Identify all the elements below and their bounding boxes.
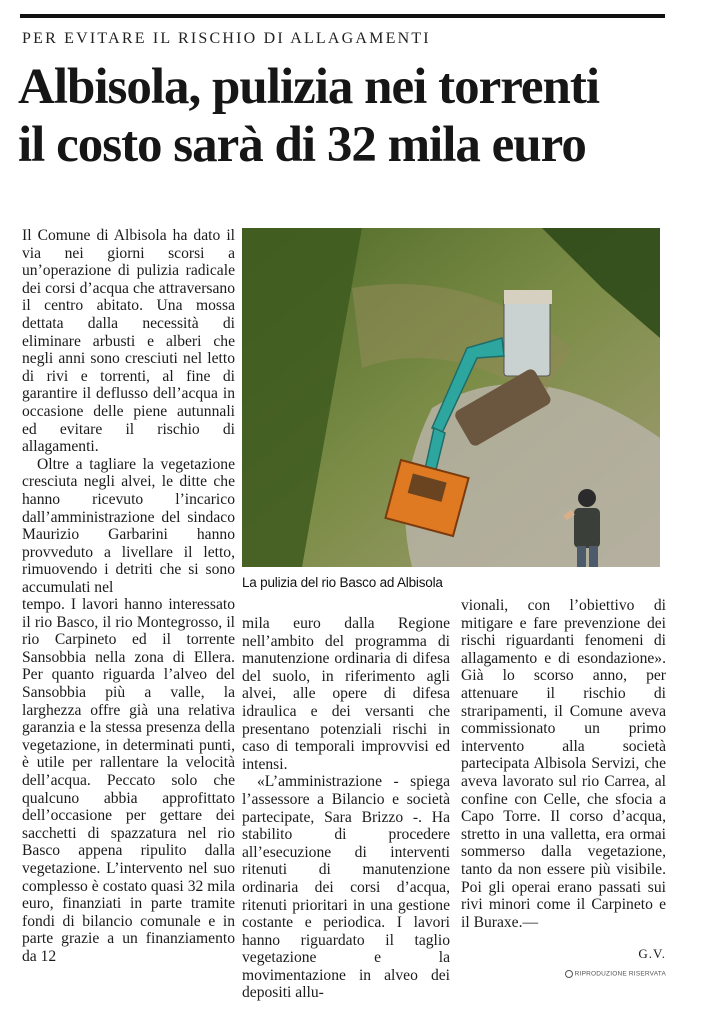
paragraph-4-continued: vionali, con l’obiettivo di mitigare e fare prevenzione dei rischi riguardanti fenomeni di allagamento e di esondazione». Già lo scorso anno, per attenuare il rischio di straripamenti, il Comune aveva commissionato un primo intervento alla società partecipata Albisola Servizi, che aveva lavorato sul rio Carrea, al confine con Celle, che sfocia a Capo Torre. Il corso d’acqua, stretto in una valletta, era ormai sommerso dalla vegetazione, tanto da non essere più visibile. Poi gli operai erano passati sui rivi minori come il Carpineto e il Buraxe.— bbox=[461, 597, 666, 931]
top-rule bbox=[20, 14, 665, 18]
paragraph-2-continued: tempo. I lavori hanno interessato il rio Basco, il rio Montegrosso, il rio Carpineto ed il torrente Sansobbia nella zona di Ellera. Per quanto riguarda l’alveo del Sansobbia più a valle, la larghezza offre già una relativa garanzia e la stessa presenza della vegetazione, in determinati punti, è utile per rallentare la velocità dell’acqua. Peccato solo che qualcuno abbia approfittato dell’occasione per gettare dei sacchetti di spazzatura nel rio Basco appena ripulito dalla vegetazione. L’intervento nel suo complesso è costato quasi 32 mila euro, finanziati in parte tramite fondi di bilancio comunale e in parte grazie a un finanziamento da 12 bbox=[22, 596, 235, 965]
kicker: PER EVITARE IL RISCHIO DI ALLAGAMENTI bbox=[22, 30, 431, 47]
copyright-note bbox=[461, 970, 666, 978]
photo-caption: La pulizia del rio Basco ad Albisola bbox=[242, 575, 443, 590]
column-3 bbox=[461, 597, 666, 931]
paragraph-2: Oltre a tagliare la vegetazione cresciuta negli alvei, le ditte che hanno ricevuto l’incarico dall’amministrazione del sindaco Maurizio Garbarini hanno provveduto a livellare il letto, rimuovendo i detriti che si sono accumulati nel bbox=[22, 455, 235, 596]
excavator-photo-illustration bbox=[242, 228, 660, 567]
paragraph-1: Il Comune di Albisola ha dato il via nei giorni scorsi a un’operazione di pulizia radicale dei corsi d’acqua che attraversano il centro abitato. Una mossa dettata dalla necessità di eliminare arbusti e alberi che negli anni sono cresciuti nel letto di rivi e torrenti, al fine di garantire il deflusso dell’acqua in occasione delle piene autunnali ed evitare il rischio di allagamenti. bbox=[22, 227, 235, 456]
column-2 bbox=[242, 615, 450, 1002]
paragraph-4: «L’amministrazione - spiega l’assessore a Bilancio e società partecipate, Sara Brizzo -. Ha stabilito di procedere all’esecuzione di interventi ritenuti di manutenzione ordinaria dei corsi d’acqua, ritenuti prioritari in una gestione costante e periodica. I lavori hanno riguardato il taglio vegetazione e la movimentazione in alveo dei depositi allu- bbox=[242, 773, 450, 1002]
article-photo bbox=[242, 228, 660, 567]
paragraph-3: mila euro dalla Regione nell’ambito del programma di manutenzione ordinaria di difesa del suolo, in riferimento agli alvei, alle opere di difesa idraulica e dei versanti che presentano potenziali rischi in caso di temporali improvvisi ed intensi. bbox=[242, 615, 450, 773]
column-1-top bbox=[22, 227, 235, 596]
headline-line-1: Albisola, pulizia nei torrenti bbox=[18, 59, 600, 115]
copyright-icon bbox=[565, 970, 573, 978]
copyright-text: RIPRODUZIONE RISERVATA bbox=[574, 970, 666, 978]
headline-line-2: il costo sarà di 32 mila euro bbox=[18, 117, 586, 173]
author-signature: G.V. bbox=[638, 946, 666, 961]
column-1-bottom bbox=[22, 596, 235, 965]
headline bbox=[18, 58, 698, 174]
